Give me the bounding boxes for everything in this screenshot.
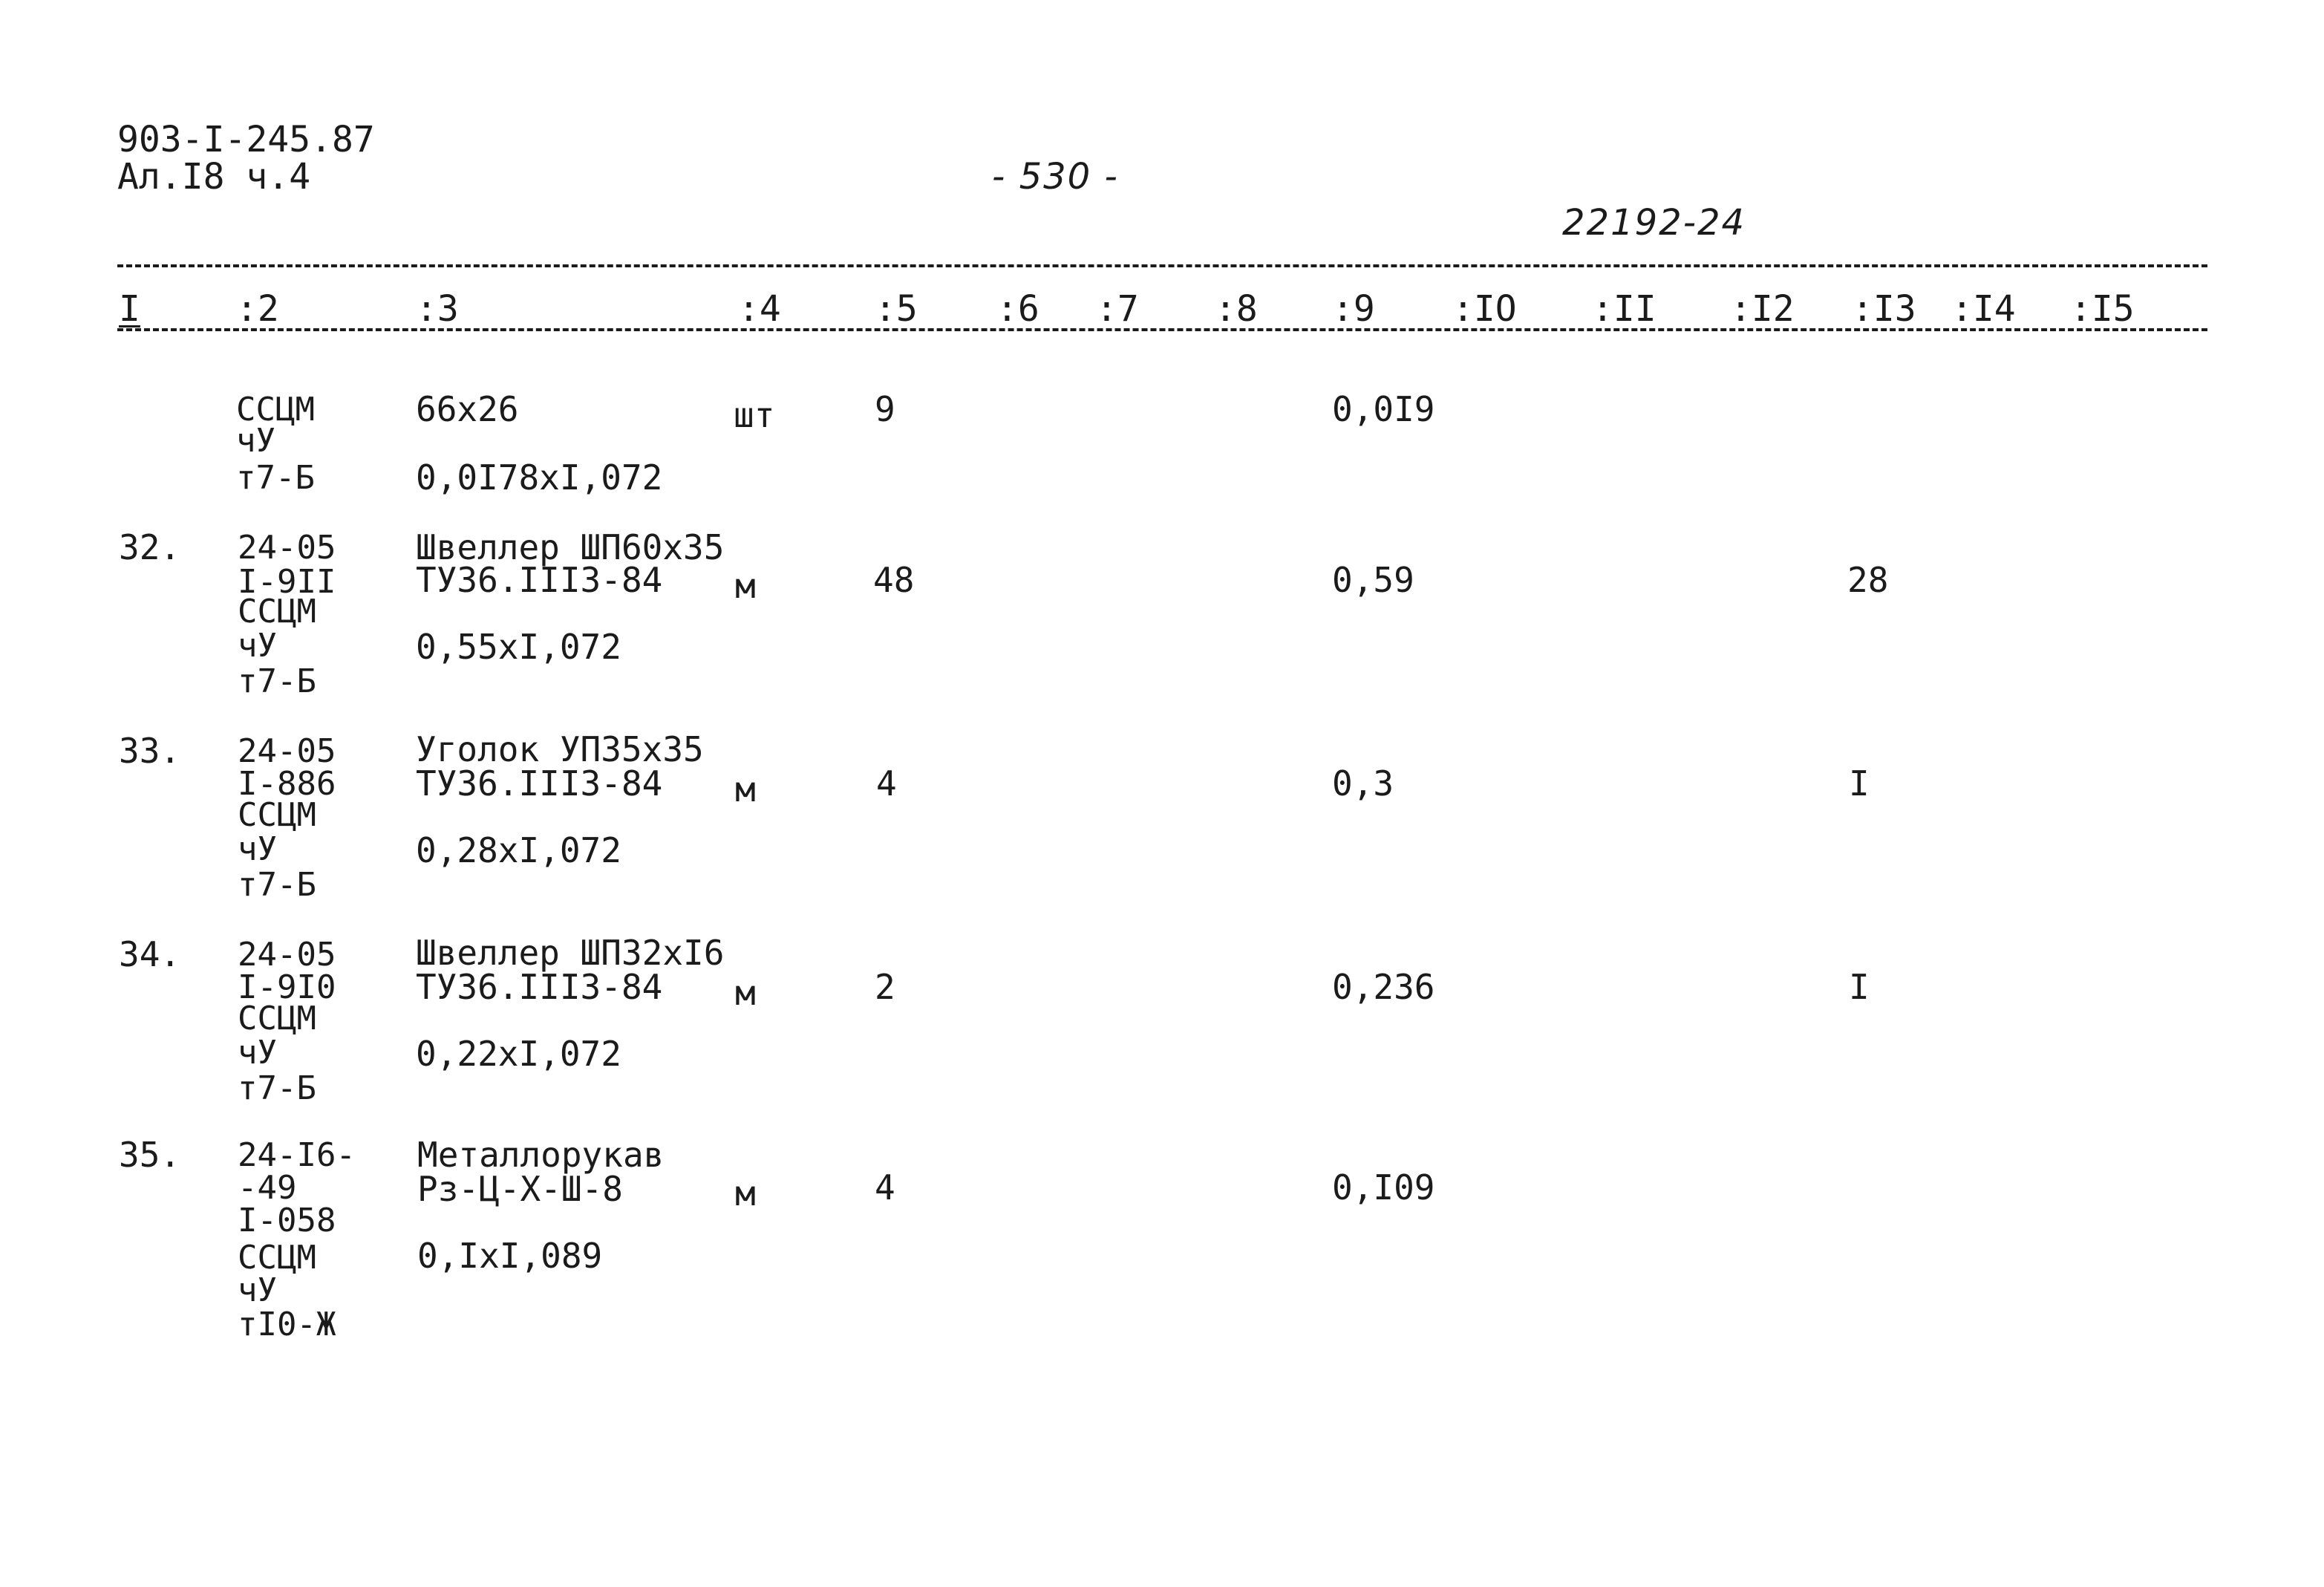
column-13-cell: I	[1849, 967, 1870, 1007]
column-header: :2	[236, 288, 279, 330]
column-header: :7	[1096, 288, 1139, 330]
code-line: тI0-Ж	[238, 1306, 336, 1343]
quantity-cell: 4	[876, 763, 897, 804]
code-line: 24-I6-	[238, 1136, 356, 1174]
code-line: т7-Б	[238, 866, 316, 904]
row-number: 34.	[119, 934, 181, 974]
unit-cell: м	[735, 769, 756, 809]
column-13-cell: I	[1849, 763, 1870, 804]
code-line: ССЦМ	[238, 1239, 316, 1277]
code-line: I-058	[238, 1202, 336, 1239]
code-line: I-9II	[238, 563, 336, 601]
code-line: 24-05	[238, 732, 336, 770]
quantity-cell: 48	[873, 560, 915, 600]
column-header: :IO	[1452, 288, 1517, 330]
page-number: - 530 -	[992, 156, 1119, 198]
item-formula: 0,22xI,072	[416, 1034, 621, 1074]
unit-cell: шт	[734, 395, 775, 435]
quantity-cell: 2	[875, 967, 895, 1007]
item-name-line: Рз-Ц-Х-Ш-8	[417, 1169, 623, 1209]
column-header: :9	[1332, 288, 1375, 330]
item-name-line: ТУ36.III3-84	[416, 560, 663, 600]
column-header: I	[119, 288, 140, 330]
code-line: чУ	[236, 422, 275, 460]
column-9-cell: 0,I09	[1332, 1167, 1435, 1208]
column-9-cell: 0,59	[1332, 560, 1414, 600]
item-name-line: Швеллер ШП32xI6	[416, 933, 725, 973]
item-formula: 0,28xI,072	[416, 830, 621, 870]
unit-cell: м	[735, 973, 756, 1013]
code-line: -49	[238, 1169, 297, 1207]
table-top-rule	[117, 264, 2207, 267]
item-name-line: ТУ36.III3-84	[416, 763, 663, 804]
document-code: 903-I-245.87	[117, 119, 375, 160]
column-header: :8	[1215, 288, 1258, 330]
column-9-cell: 0,3	[1332, 763, 1394, 804]
column-header: :4	[738, 288, 781, 330]
column-9-cell: 0,236	[1332, 967, 1435, 1007]
code-line: т7-Б	[238, 662, 316, 700]
column-header: :I4	[1951, 288, 2016, 330]
code-line: ССЦМ	[238, 593, 316, 630]
column-header: :5	[875, 288, 918, 330]
code-line: чУ	[238, 1271, 277, 1309]
quantity-cell: 9	[875, 389, 895, 429]
code-line: ССЦМ	[238, 796, 316, 834]
code-line: 24-05	[238, 529, 336, 567]
code-line: чУ	[238, 627, 277, 665]
column-header: :II	[1592, 288, 1656, 330]
code-line: чУ	[238, 1034, 277, 1072]
column-header: :3	[416, 288, 459, 330]
item-formula: 0,55xI,072	[416, 627, 621, 667]
item-formula: 0,IxI,089	[417, 1236, 603, 1276]
row-number: 32.	[119, 527, 181, 567]
code-line: ССЦМ	[238, 1000, 316, 1037]
code-line: 24-05	[238, 936, 336, 974]
item-name-line: Металлорукав	[417, 1135, 665, 1175]
column-9-cell: 0,0I9	[1332, 389, 1435, 429]
column-header: :6	[996, 288, 1039, 330]
row-number: 33.	[119, 731, 181, 771]
code-line: т7-Б	[238, 1069, 316, 1107]
unit-cell: м	[735, 1173, 756, 1213]
row-number: 35.	[119, 1135, 181, 1175]
code-line: чУ	[238, 830, 277, 868]
sheet-reference: Ал.I8 ч.4	[117, 156, 311, 198]
column-header: :I3	[1852, 288, 1916, 330]
item-name-line: Уголок УП35x35	[416, 729, 704, 769]
handwritten-reference: 22192-24	[1562, 202, 1746, 244]
column-header: :I5	[2070, 288, 2135, 330]
item-name-line: 66x26	[416, 389, 519, 429]
quantity-cell: 4	[875, 1167, 895, 1208]
unit-cell: м	[735, 566, 756, 606]
code-line: I-886	[238, 765, 336, 803]
item-name-line: ТУ36.III3-84	[416, 967, 663, 1007]
code-line: т7-Б	[236, 459, 315, 497]
column-13-cell: 28	[1847, 560, 1889, 600]
item-name-line: Швеллер ШП60x35	[416, 527, 725, 567]
code-line: I-9I0	[238, 968, 336, 1006]
column-header: :I2	[1730, 288, 1795, 330]
item-formula: 0,0I78xI,072	[416, 457, 663, 498]
code-line: ССЦМ	[236, 391, 315, 428]
